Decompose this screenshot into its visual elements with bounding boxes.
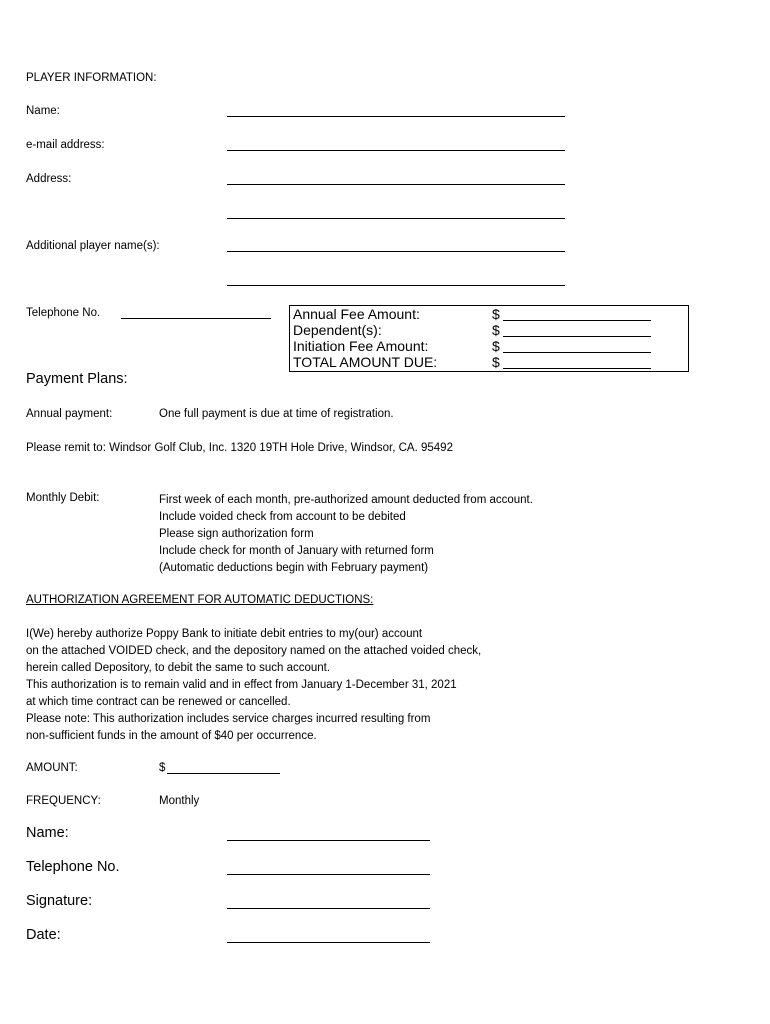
email-label: e-mail address: [26, 139, 105, 151]
dependents-currency: $ [492, 322, 500, 338]
amount-label: AMOUNT: [26, 762, 78, 774]
monthly-line: First week of each month, pre-authorized amount deducted from account. [159, 494, 533, 506]
frequency-label: FREQUENCY: [26, 795, 101, 807]
authorization-heading: AUTHORIZATION AGREEMENT FOR AUTOMATIC DEDUCTIONS: [26, 594, 374, 606]
address-label: Address: [26, 173, 72, 185]
annual-fee-currency: $ [492, 306, 500, 322]
email-line[interactable] [227, 150, 565, 151]
signature-line[interactable] [227, 908, 430, 909]
additional-player-line-1[interactable] [227, 251, 565, 252]
frequency-value: Monthly [159, 795, 200, 807]
annual-fee-label: Annual Fee Amount: [293, 306, 420, 322]
date-line[interactable] [227, 942, 430, 943]
authorization-line: This authorization is to remain valid and in effect from January 1-December 31, 2021 [26, 679, 457, 691]
monthly-line: Include voided check from account to be debited [159, 511, 406, 523]
initiation-fee-label: Initiation Fee Amount: [293, 338, 429, 354]
total-due-line[interactable] [503, 368, 651, 369]
dependents-line[interactable] [503, 336, 651, 337]
remit-text: Please remit to: Windsor Golf Club, Inc. 1320 19TH Hole Drive, Windsor, CA. 95492 [26, 442, 453, 454]
signature-label: Signature: [26, 893, 93, 909]
authorization-line: Please note: This authorization includes service charges incurred resulting from [26, 713, 431, 725]
authorization-paragraph [26, 626, 481, 745]
fee-summary-box [289, 305, 689, 372]
monthly-line: (Automatic deductions begin with February payment) [159, 562, 429, 574]
authorization-line: at which time contract can be renewed or cancelled. [26, 696, 291, 708]
initiation-fee-line[interactable] [503, 352, 651, 353]
name-label: Name: [26, 105, 60, 117]
authorization-line: on the attached VOIDED check, and the depository named on the attached voided check, [26, 645, 482, 657]
total-due-label: TOTAL AMOUNT DUE: [293, 354, 438, 370]
monthly-line: Please sign authorization form [159, 528, 314, 540]
monthly-debit-details [159, 492, 533, 577]
auth-name-label: Name: [26, 825, 69, 841]
date-label: Date: [26, 927, 61, 943]
telephone-line[interactable] [121, 318, 271, 319]
name-line[interactable] [227, 116, 565, 117]
telephone-label: Telephone No. [26, 307, 101, 319]
address-line-2[interactable] [227, 218, 565, 219]
address-line-1[interactable] [227, 184, 565, 185]
player-info-heading: PLAYER INFORMATION: [26, 72, 157, 84]
auth-name-line[interactable] [227, 840, 430, 841]
monthly-line: Include check for month of January with returned form [159, 545, 434, 557]
total-due-currency: $ [492, 354, 500, 370]
authorization-line: non-sufficient funds in the amount of $40 per occurrence. [26, 730, 317, 742]
payment-plans-heading: Payment Plans: [26, 371, 128, 387]
additional-player-label: Additional player name(s): [26, 240, 160, 252]
authorization-line: herein called Depository, to debit the same to such account. [26, 662, 331, 674]
monthly-debit-label: Monthly Debit: [26, 492, 100, 504]
initiation-fee-currency: $ [492, 338, 500, 354]
amount-line[interactable] [167, 773, 280, 774]
annual-payment-label: Annual payment: [26, 408, 113, 420]
annual-fee-line[interactable] [503, 320, 651, 321]
authorization-line: I(We) hereby authorize Poppy Bank to initiate debit entries to my(our) account [26, 628, 423, 640]
auth-telephone-label: Telephone No. [26, 859, 120, 875]
additional-player-line-2[interactable] [227, 285, 565, 286]
annual-payment-text: One full payment is due at time of registration. [159, 408, 394, 420]
dependents-label: Dependent(s): [293, 322, 382, 338]
amount-currency: $ [159, 762, 166, 774]
auth-telephone-line[interactable] [227, 874, 430, 875]
